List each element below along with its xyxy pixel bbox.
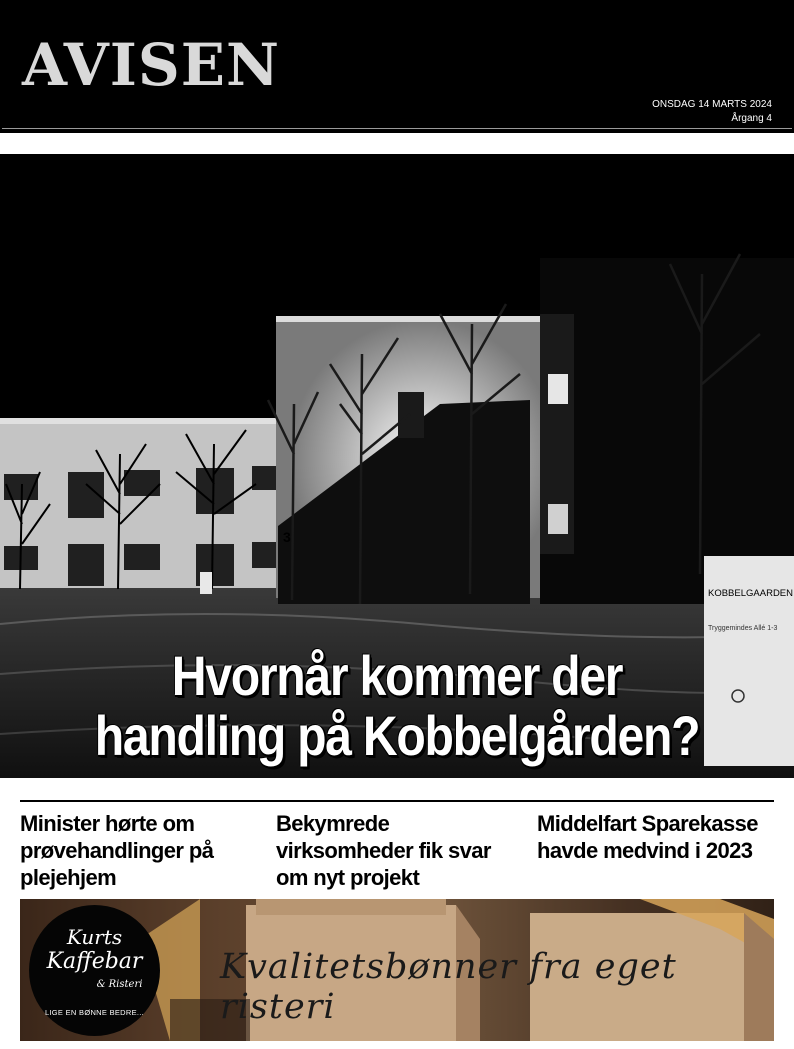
teaser-link-virksomheder[interactable]: Bekymrede virksomheder fik svar om nyt projekt — [276, 811, 491, 890]
masthead — [0, 0, 794, 133]
issue-meta — [652, 98, 772, 126]
brand-tagline: LIGE EN BØNNE BEDRE... — [44, 1008, 145, 1017]
masthead-rule — [2, 128, 792, 129]
kaffebar-logo-badge — [29, 905, 160, 1036]
teaser-link-minister[interactable]: Minister hørte om prøvehandlinger på plejehjem — [20, 811, 214, 890]
brand-line-2: Kaffebar — [46, 949, 143, 974]
hero-article[interactable] — [0, 154, 794, 778]
newspaper-logo[interactable]: AVISEN — [22, 31, 281, 99]
headline-line-1: Hvornår kommer der — [171, 644, 623, 707]
teaser-link-sparekasse[interactable]: Middelfart Sparekasse havde medvind i 2023 — [537, 811, 758, 863]
right-building — [540, 258, 794, 604]
hero-headline[interactable] — [56, 646, 739, 766]
issue-date: ONSDAG 14 MARTS 2024 — [652, 99, 772, 110]
sign-title-text: KOBBELGAARDEN — [708, 588, 793, 599]
sign-address-text: Tryggemindes Allé 1-3 — [708, 625, 778, 632]
brand-line-3: & Risteri — [96, 979, 143, 990]
issue-volume: Årgang 4 — [731, 113, 772, 124]
coffee-ad-banner[interactable] — [20, 899, 774, 1041]
headline-line-2: handling på Kobbelgården? — [94, 704, 700, 767]
teaser-divider — [20, 800, 774, 802]
ad-slogan: Kvalitetsbønner fra eget risteri — [220, 947, 677, 1027]
brand-line-1: Kurts — [66, 925, 123, 949]
building-number-text: 3 — [283, 529, 291, 545]
